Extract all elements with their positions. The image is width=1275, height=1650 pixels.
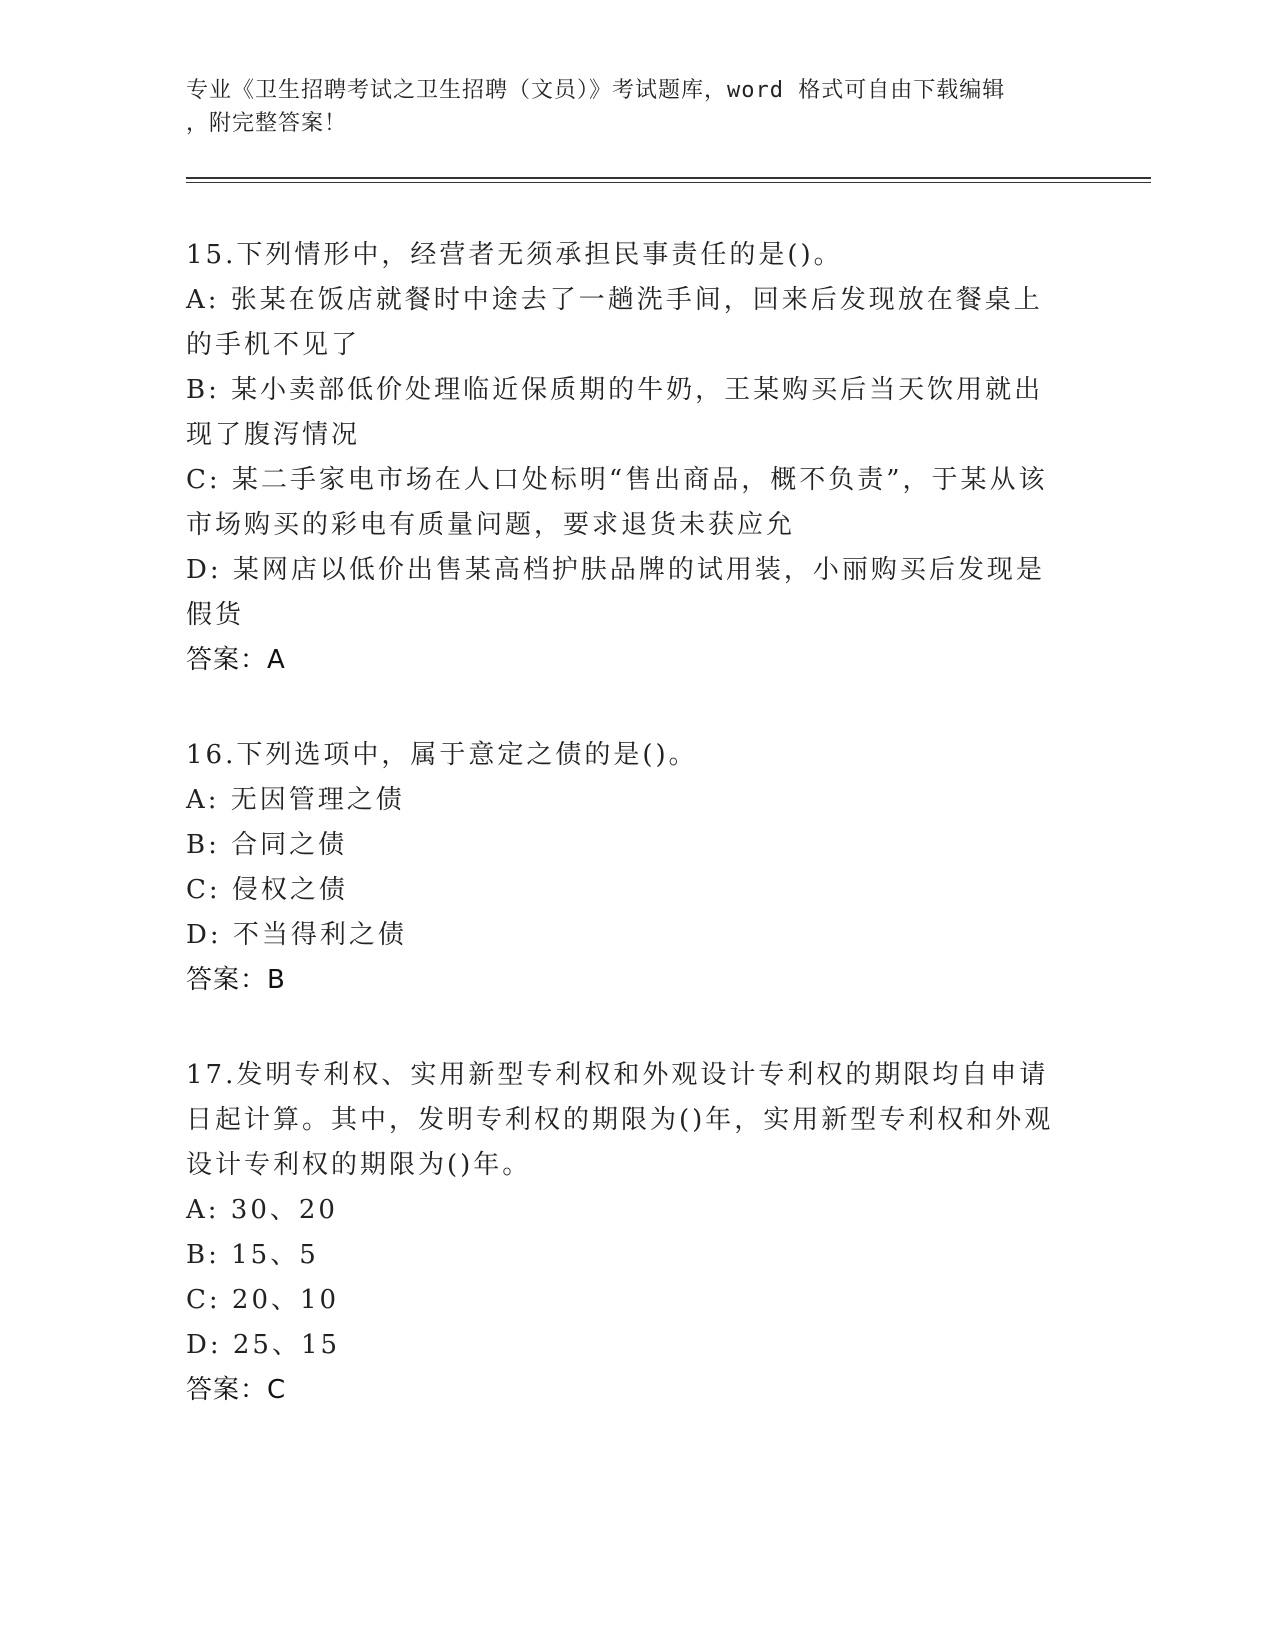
question-stem: 15.下列情形中，经营者无须承担民事责任的是()。 [186,240,843,270]
option-b: B: 合同之债 [186,830,348,860]
header-rule-thick [186,177,1151,179]
question-list [186,233,1066,1463]
option-a: A: 张某在饭店就餐时中途去了一趟洗手间，回来后发现放在餐桌上的手机不见了 [186,285,1043,360]
option-a: A: 30、20 [186,1195,338,1225]
document-header [186,74,1066,140]
answer-line: 答案：A [186,645,286,675]
header-line-1: 专业《卫生招聘考试之卫生招聘（文员）》考试题库，word 格式可自由下载编辑 [186,78,1006,103]
header-line-2: ，附完整答案！ [186,111,348,136]
option-d: D: 25、15 [186,1330,341,1360]
answer-line: 答案：C [186,1375,287,1405]
option-b: B: 某小卖部低价处理临近保质期的牛奶，王某购买后当天饮用就出现了腹泻情况 [186,375,1044,450]
question-16 [186,733,1066,1003]
question-17 [186,1053,1066,1413]
option-c: C: 某二手家电市场在人口处标明“售出商品，概不负责”，于某从该市场购买的彩电有质量问题，要求退货未获应允 [186,465,1048,540]
option-d: D: 不当得利之债 [186,920,407,950]
option-c: C: 侵权之债 [186,875,348,905]
option-c: C: 20、10 [186,1285,340,1315]
option-b: B: 15、5 [186,1240,319,1270]
option-a: A: 无因管理之债 [186,785,405,815]
question-15 [186,233,1066,683]
header-rule-thin [186,182,1151,183]
question-stem: 17.发明专利权、实用新型专利权和外观设计专利权的期限均自申请日起计算。其中，发明专利权的期限为()年，实用新型专利权和外观设计专利权的期限为()年。 [186,1060,1054,1180]
answer-line: 答案：B [186,965,286,995]
question-stem: 16.下列选项中，属于意定之债的是()。 [186,740,698,770]
option-d: D: 某网店以低价出售某高档护肤品牌的试用装，小丽购买后发现是假货 [186,555,1045,630]
